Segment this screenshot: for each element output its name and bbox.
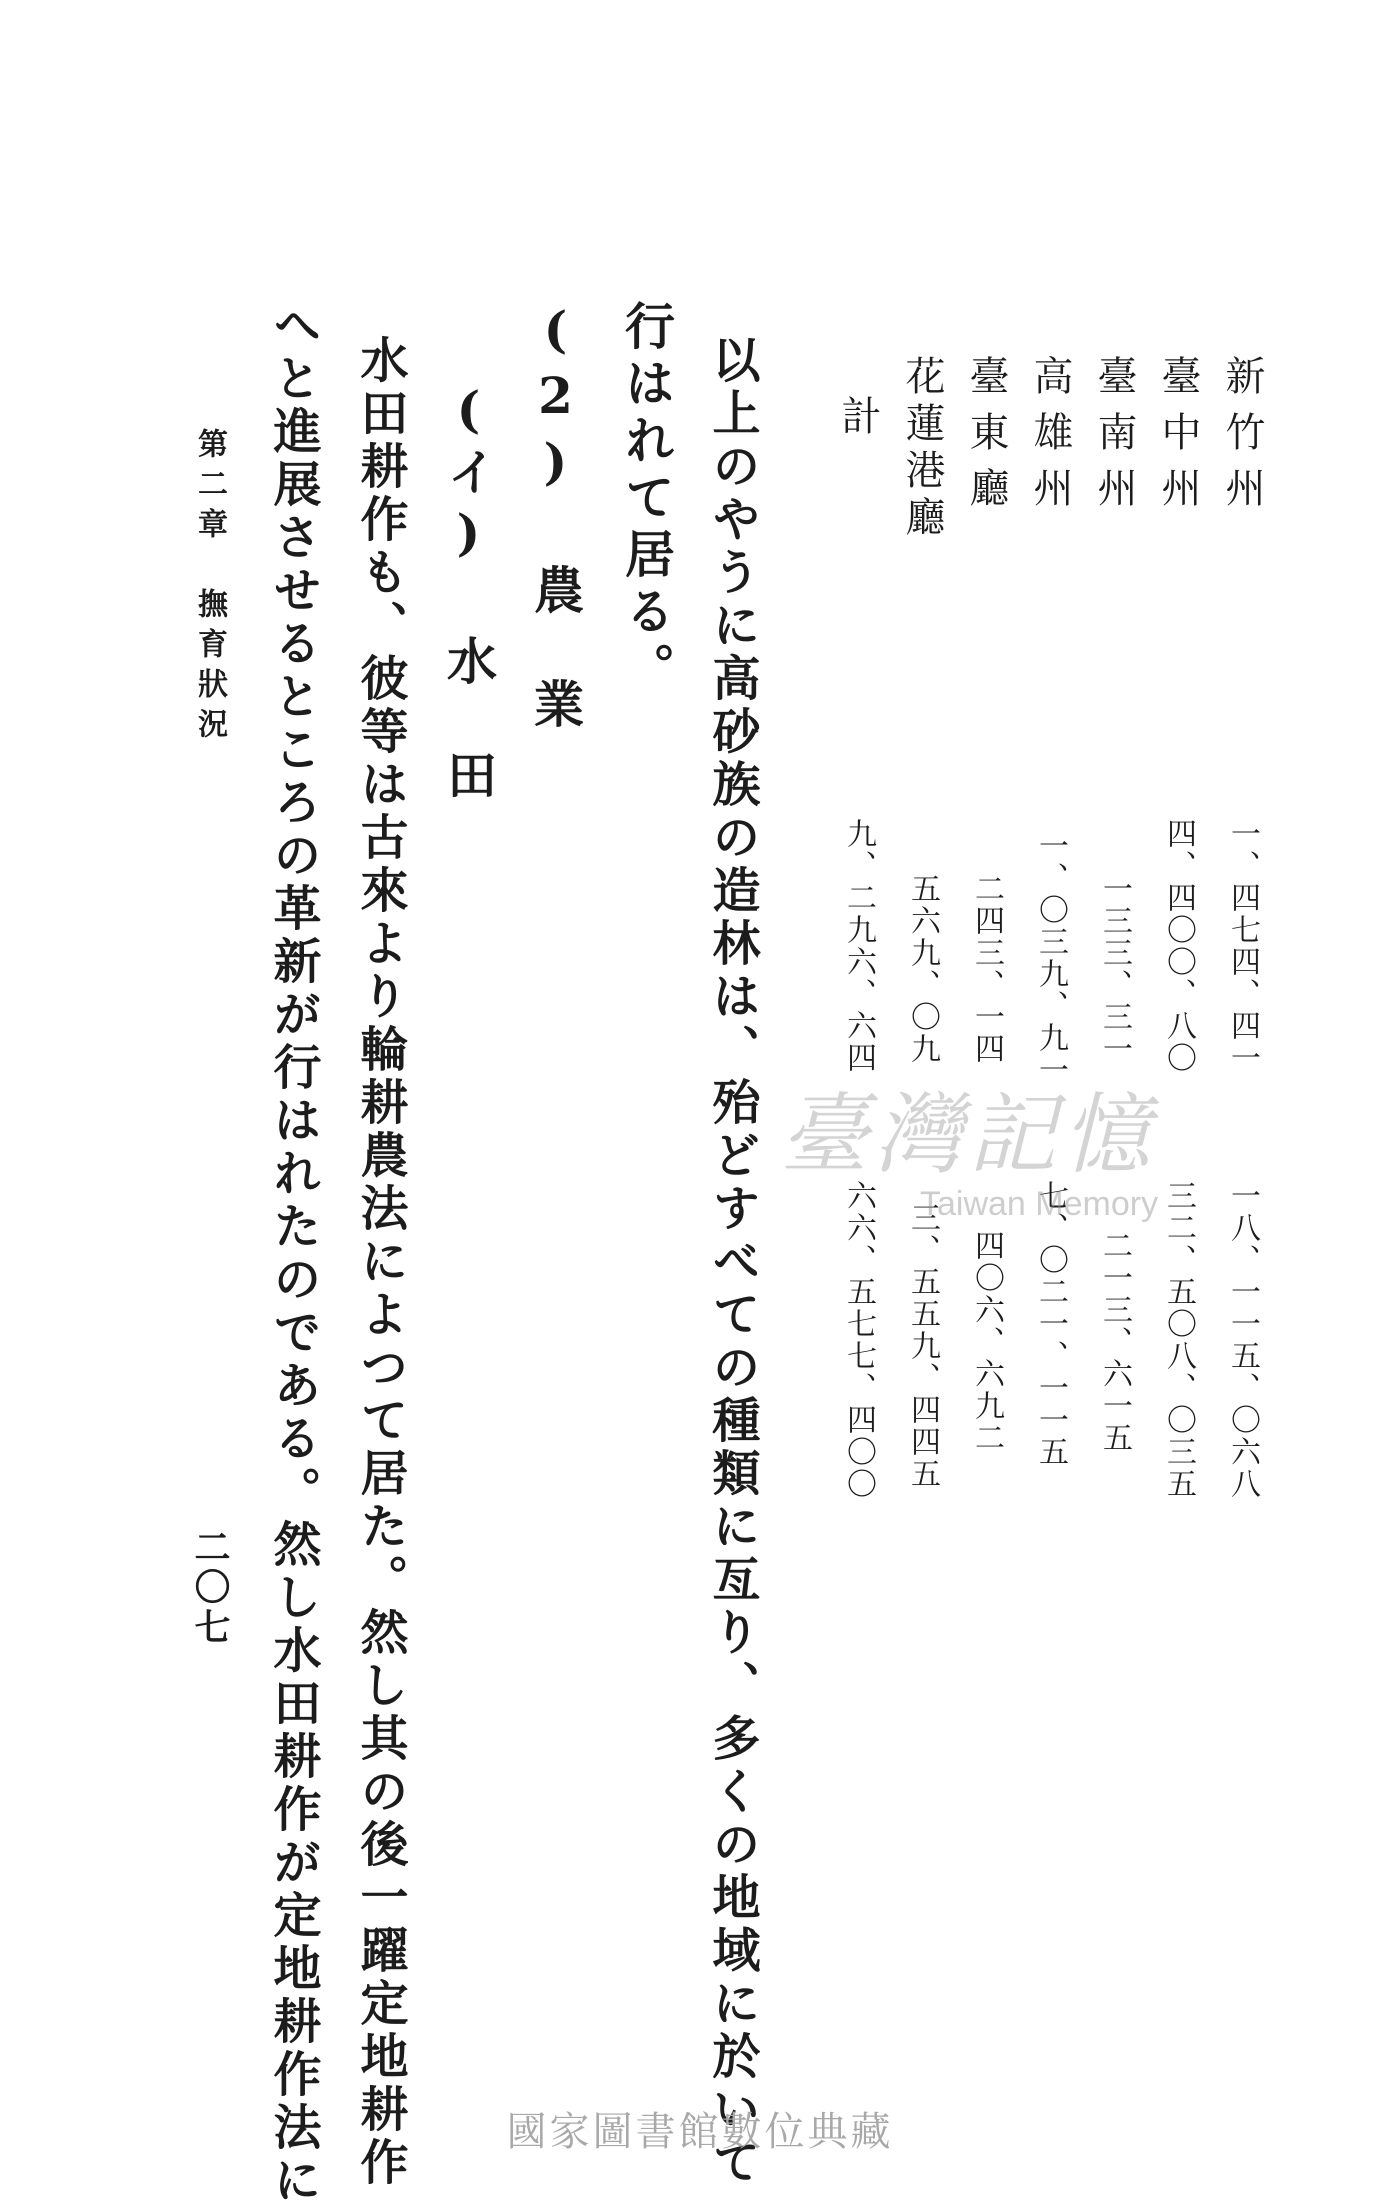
footer-caption: 國家圖書館數位典藏: [506, 2109, 894, 2155]
table-row-name: 花蓮港廳: [899, 355, 945, 543]
table-row-value: 一八、一一五、〇六八: [1225, 1180, 1260, 1500]
running-header: 第二章 撫育狀況: [192, 428, 227, 748]
table-row-name: 臺東廳: [963, 355, 1009, 523]
section-heading: (2) 農 業: [526, 300, 585, 735]
table-total-area: 九、二九六、六四: [841, 818, 876, 1074]
table-row-name: 臺南州: [1091, 355, 1137, 523]
table-row-name: 高雄州: [1027, 355, 1073, 523]
paragraph-line: へと進展させるところの革新が行はれたのである。然し水田耕作が定地耕作法に: [265, 300, 321, 2208]
table-total-value: 六六、五七七、四〇〇: [841, 1180, 876, 1500]
page-number: 二〇七: [189, 1528, 231, 1648]
table-row-area: 一三三、三一: [1097, 873, 1132, 1065]
table-row-value: 二一三、六一五: [1097, 1230, 1132, 1454]
watermark-logo-subtitle: Taiwan Memory: [920, 1185, 1159, 1223]
table-row-value: 三、五五九、四四五: [905, 1202, 940, 1490]
table-row-value: 四〇六、六九二: [969, 1230, 1004, 1454]
table-row-name: 臺中州: [1155, 355, 1201, 523]
watermark-logo-text: 臺灣記憶: [780, 1083, 1157, 1186]
subsection-heading: (イ) 水 田: [439, 380, 498, 806]
table-row-area: 一、〇三九、九一: [1033, 830, 1068, 1086]
table-row-value: 三二、五〇八、〇三五: [1161, 1180, 1196, 1500]
table-row-area: 五六九、〇九: [905, 873, 940, 1065]
table-total-label: 計: [835, 395, 881, 451]
paragraph-line: 行はれて居る。: [617, 300, 676, 699]
table-row-area: 一、四七四、四一: [1225, 818, 1260, 1074]
paragraph-line: 以上のやうに高砂族の造林は、殆どすべての種類に亙り、多くの地域に於いて: [704, 335, 760, 2190]
table-row-value: 七、〇二一、一一五: [1033, 1180, 1068, 1468]
table-row-area: 二四三、一四: [969, 873, 1004, 1065]
paragraph-line: 水田耕作も、彼等は古來より輪耕農法によつて居た。然し其の後一躍定地耕作: [352, 335, 408, 2190]
table-row-area: 四、四〇〇、八〇: [1161, 818, 1196, 1074]
table-row-name: 新竹州: [1219, 355, 1265, 523]
